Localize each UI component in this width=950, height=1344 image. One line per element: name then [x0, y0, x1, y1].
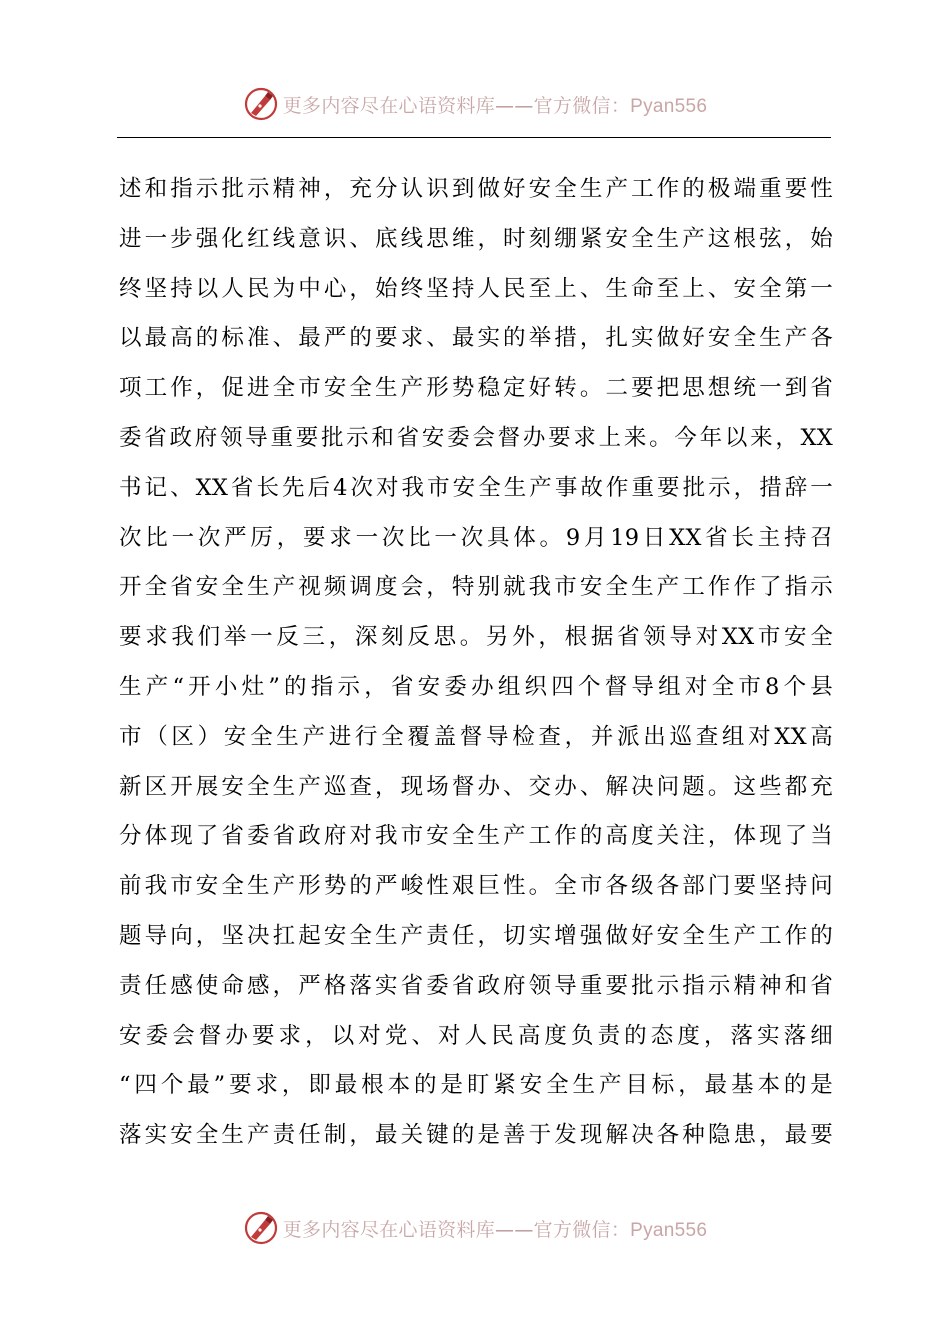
text-line: 以最高的标准、最严的要求、最实的举措，扎实做好安全生产各: [119, 325, 833, 352]
footer-banner: [0, 1208, 950, 1248]
text-line: 分体现了省委省政府对我市安全生产工作的高度关注，体现了当: [119, 823, 833, 850]
text-line: 委省政府领导重要批示和省安委会督办要求上来。今年以来，XX: [119, 424, 833, 451]
text-line: 项工作，促进全市安全生产形势稳定好转。二要把思想统一到省: [119, 375, 833, 402]
text-line: 终坚持以人民为中心，始终坚持人民至上、生命至上、安全第一: [119, 275, 833, 302]
header-banner: [0, 84, 950, 124]
header-divider: [117, 137, 831, 138]
header-banner-id: Pyan556: [630, 95, 708, 117]
text-line: 安委会督办要求，以对党、对人民高度负责的态度，落实落细: [119, 1022, 833, 1049]
pen-nib-icon: [243, 1210, 279, 1246]
text-line: 题导向，坚决扛起安全生产责任，切实增强做好安全生产工作的: [119, 922, 833, 949]
text-line: 要求我们举一反三，深刻反思。另外，根据省领导对XX市安全: [119, 624, 833, 651]
text-line: 次比一次严厉，要求一次比一次具体。9月19日XX省长主持召: [119, 524, 833, 551]
footer-banner-sep: ——: [495, 1218, 534, 1241]
header-banner-main: 更多内容尽在心语资料库: [282, 94, 496, 117]
text-line: 生产“开小灶”的指示，省安委办组织四个督导组对全市8个县: [119, 673, 833, 700]
text-line: 市（区）安全生产进行全覆盖督导检查，并派出巡查组对XX高: [119, 723, 833, 750]
text-line: “四个最”要求，即最根本的是盯紧安全生产目标，最基本的是: [119, 1072, 833, 1099]
header-banner-sep: ——: [495, 94, 534, 117]
text-line: 责任感使命感，严格落实省委省政府领导重要批示指示精神和省: [119, 972, 833, 999]
text-line: 进一步强化红线意识、底线思维，时刻绷紧安全生产这根弦，始: [119, 225, 833, 252]
text-line: 开全省安全生产视频调度会，特别就我市安全生产工作作了指示: [119, 574, 833, 601]
text-line: 述和指示批示精神，充分认识到做好安全生产工作的极端重要性: [119, 176, 833, 202]
footer-banner-main: 更多内容尽在心语资料库: [282, 1218, 496, 1241]
text-line: 落实安全生产责任制，最关键的是善于发现解决各种隐患，最要: [119, 1122, 833, 1149]
document-body: [119, 165, 833, 1161]
footer-banner-wechat: 官方微信：: [533, 1218, 631, 1241]
text-line: 新区开展安全生产巡查，现场督办、交办、解决问题。这些都充: [119, 773, 833, 800]
header-banner-text: [283, 91, 708, 118]
text-line: 书记、XX省长先后4次对我市安全生产事故作重要批示，措辞一: [119, 474, 833, 501]
header-banner-wechat: 官方微信：: [533, 94, 631, 117]
text-line: 前我市安全生产形势的严峻性艰巨性。全市各级各部门要坚持问: [119, 873, 833, 900]
footer-banner-id: Pyan556: [630, 1219, 708, 1241]
footer-banner-text: [283, 1215, 708, 1242]
pen-nib-icon: [243, 86, 279, 122]
